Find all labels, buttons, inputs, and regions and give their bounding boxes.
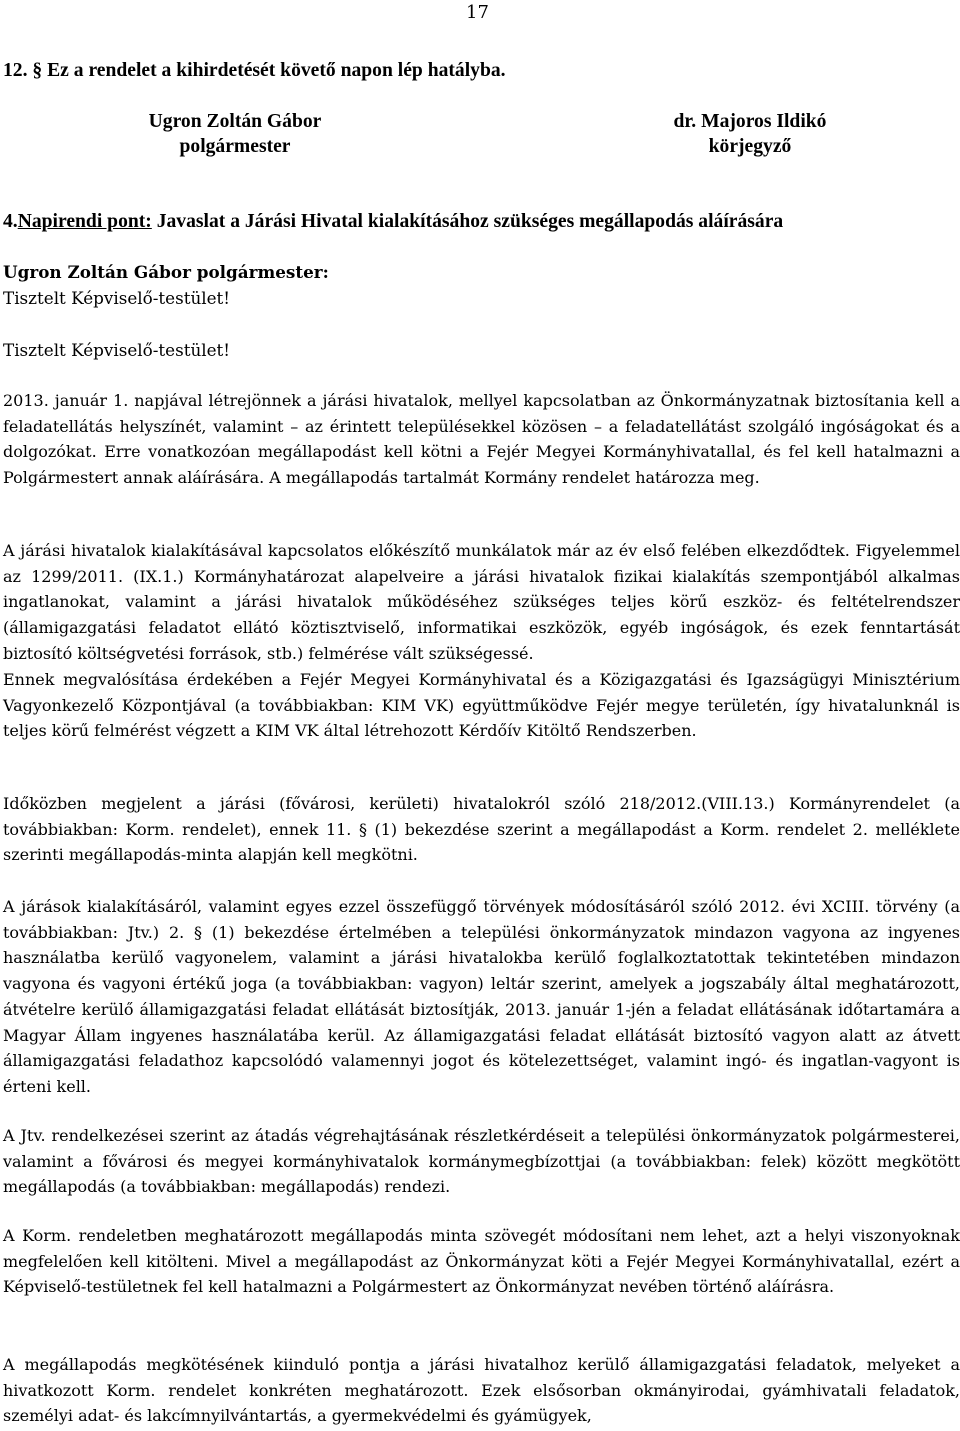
paragraph: 2013. január 1. napjával létrejönnek a járási hivatalok, mellyel kapcsolatban az Önkormányzatnak biztosítania kell a feladatellátás helyszínét, valamint – az érintett településekkel közösen – a feladatellátást szolgáló ingóságokat és a dolgozókat. Erre vonatkozóan megállapodást kell kötni a Fejér Megyei Kormányhivatallal, és fel kell hatalmazni a Polgármestert annak aláírására. A megállapodás tartalmát Kormány rendelet határozza meg. [3, 391, 960, 488]
agenda-title: Javaslat a Járási Hivatal kialakításához szükséges megállapodás aláírására [151, 211, 784, 232]
signature-title: körjegyző [708, 136, 792, 157]
agenda-label: Napirendi pont: [17, 211, 152, 232]
paragraph: Időközben megjelent a járási (fővárosi, kerületi) hivatalokról szóló 218/2012.(VIII.13.) Kormányrendelet (a továbbiakban: Korm. rendelet), ennek 11. § (1) bekezdése szerint a megállapodást a Korm. rendelet 2. melléklete szerinti megállapodás-minta alapján kell megkötni. [3, 794, 960, 865]
section-12-line: 12. § Ez a rendelet a kihirdetését követő napon lép hatályba. [3, 60, 506, 81]
page-number: 17 [466, 2, 489, 23]
paragraph: A Jtv. rendelkezései szerint az átadás végrehajtásának részletkérdéseit a települési önkormányzatok polgármesterei, valamint a fővárosi és megyei kormányhivatalok kormánymegbízottjai (a továbbiakban: felek) között megkötött megállapodás (a továbbiakban: megállapodás) rendezi. [3, 1126, 960, 1197]
greeting-second: Tisztelt Képviselő-testület! [3, 340, 231, 360]
agenda-heading [3, 211, 783, 233]
paragraph: A Korm. rendeletben meghatározott megállapodás minta szövegét módosítani nem lehet, azt a helyi viszonyoknak megfelelően kell kitölteni. Mivel a megállapodást az Önkormányzat köti a Fejér Megyei Kormányhivatallal, ezért a Képviselő-testületnek fel kell hatalmazni a Polgármestert az Önkormányzat nevében történő aláírásra. [3, 1226, 960, 1297]
speaker-line: Ugron Zoltán Gábor polgármester: [3, 262, 329, 282]
paragraph: A járási hivatalok kialakításával kapcsolatos előkészítő munkálatok már az év első felében elkezdődtek. Figyelemmel az 1299/2011. (IX.1.) Kormányhatározat alapelveire a járási hivatalok fizikai kialakítás szempontjából alkalmas ingatlanokat, valamint a járási hivatalok működéséhez szükséges teljes körű eszköz- és feltételrendszer (államigazgatási feladatot ellátó köztisztviselő, informatikai eszközök, egyéb ingóságok, és ezek fenntartását biztosító költségvetési források, stb.) felmérése vált szükségessé. [3, 541, 960, 663]
signature-block-mayor [100, 109, 370, 159]
signature-title: polgármester [179, 136, 291, 157]
greeting-first: Tisztelt Képviselő-testület! [3, 288, 231, 308]
signature-block-notary [620, 109, 880, 159]
signature-name: Ugron Zoltán Gábor [148, 111, 322, 132]
agenda-prefix: 4. [3, 211, 18, 232]
paragraph: Ennek megvalósítása érdekében a Fejér Megyei Kormányhivatal és a Közigazgatási és Igazságügyi Minisztérium Vagyonkezelő Központjával (a továbbiakban: KIM VK) együttműködve Fejér megye területén, így hivatalunknál is teljes körű felmérést végzett a KIM VK által létrehozott Kérdőív Kitöltő Rendszerben. [3, 670, 960, 741]
signature-name: dr. Majoros Ildikó [673, 111, 827, 132]
paragraph: A megállapodás megkötésének kiinduló pontja a járási hivatalhoz kerülő államigazgatási feladatok, melyeket a hivatkozott Korm. rendelet konkréten meghatározott. Ezek elsősorban okmányirodai, gyámhivatali feladatok, személyi adat- és lakcímnyilvántartás, a gyermekvédelmi és gyámügyek, [3, 1355, 960, 1426]
paragraph: A járások kialakításáról, valamint egyes ezzel összefüggő törvények módosításáról szóló 2012. évi XCIII. törvény (a továbbiakban: Jtv.) 2. § (1) bekezdése értelmében a települési önkormányzatok mindazon vagyona az ingyenes használatba kerülő vagyonelem, valamint a járási hivatalokba kerülő foglalkoztatottak tekintetében mindazon vagyona és vagyoni értékű joga (a továbbiakban: vagyon) leltár szerint, amelyek a jogszabály által meghatározott, átvételre kerülő államigazgatási feladat ellátását biztosítják, 2013. január 1-jén a feladat ellátásának időtartamára a Magyar Állam ingyenes használatába kerül. Az államigazgatási feladat ellátását biztosító vagyon alatt az átvett államigazgatási feladathoz kapcsolódó valamennyi jogot és kötelezettséget, valamint ingó- és ingatlan-vagyont is érteni kell. [3, 897, 960, 1096]
